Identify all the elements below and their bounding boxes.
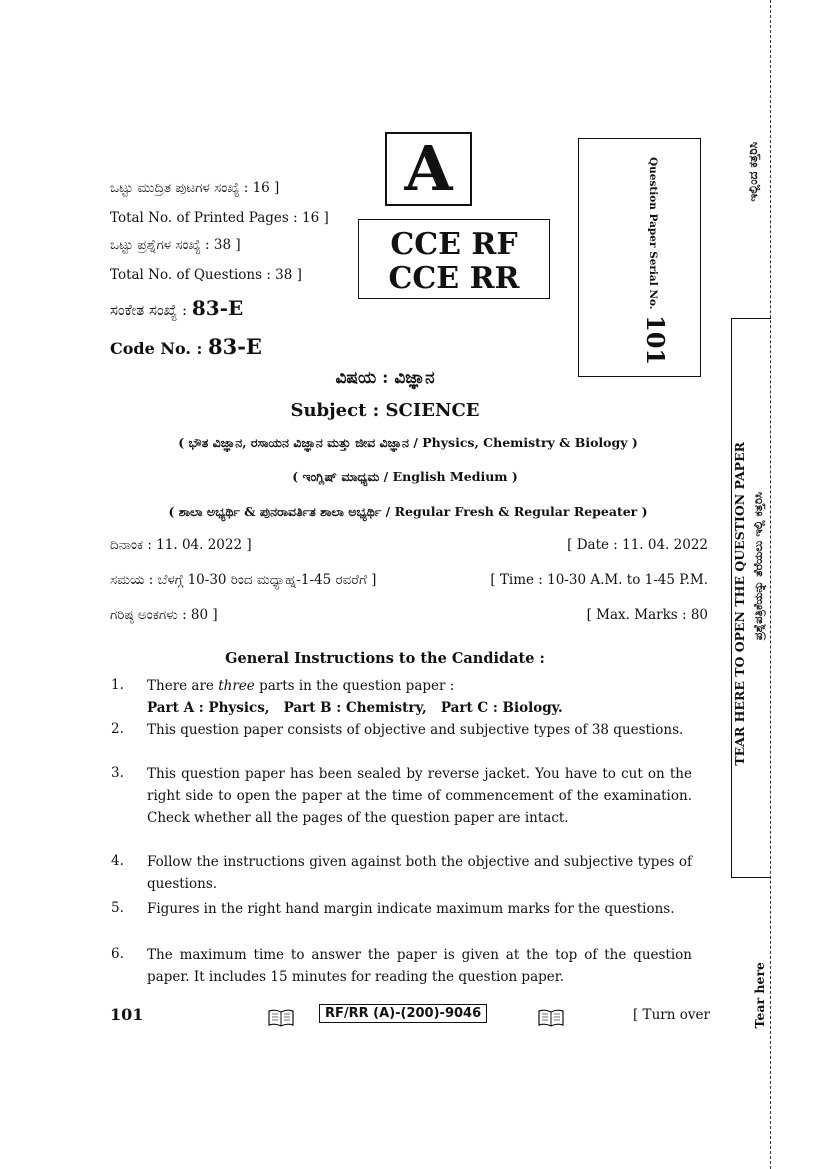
exam-type-line2: CCE RR: [388, 261, 520, 296]
date-kn: ದಿನಾಂಕ : 11. 04. 2022 ]: [110, 537, 252, 553]
code-kn-label: ಸಂಕೇತ ಸಂಖ್ಯೆ :: [110, 301, 188, 319]
footer-page-code: 101: [110, 1005, 144, 1024]
instruction-emphasis: three: [218, 678, 255, 694]
exam-type-line1: CCE RF: [390, 227, 518, 262]
instruction-parts: Part A : Physics, Part B : Chemistry, Part C : Biology.: [147, 700, 563, 716]
instruction-number: 2.: [111, 721, 124, 737]
instruction-number: 3.: [111, 765, 124, 781]
code-kn-value: 83-E: [191, 296, 244, 320]
code-en-label: Code No. :: [110, 339, 203, 358]
serial-number-value: 101: [641, 315, 670, 366]
instruction-text: Figures in the right hand margin indicate maximum marks for the questions.: [147, 901, 675, 917]
open-book-icon: [537, 1008, 565, 1028]
instruction-text: There are three parts in the question paper :: [147, 678, 455, 694]
printed-pages-en: Total No. of Printed Pages : 16 ]: [110, 210, 329, 226]
code-en-value: 83-E: [207, 334, 262, 359]
instruction-number: 1.: [111, 677, 124, 693]
instructions-title: General Instructions to the Candidate :: [225, 650, 545, 667]
marks-kn: ಗರಿಷ್ಠ ಅಂಕಗಳು : 80 ]: [110, 607, 218, 623]
code-en: [110, 334, 262, 359]
version-letter: A: [385, 132, 472, 206]
subject-branches: ( ಭೌತ ವಿಜ್ಞಾನ, ರಸಾಯನ ವಿಜ್ಞಾನ ಮತ್ತು ಜೀವ ವಿಜ್ಞಾನ / Physics, Chemistry & Biology ): [178, 435, 638, 450]
open-book-icon: [267, 1008, 295, 1028]
footer-turn-over: [ Turn over: [633, 1007, 710, 1023]
time-kn: ಸಮಯ : ಬೆಳಗ್ಗೆ 10-30 ರಿಂದ ಮಧ್ಯಾಹ್ನ-1-45 ರವರೆಗೆ ]: [110, 572, 377, 588]
code-kn: [110, 296, 243, 320]
questions-count-en: Total No. of Questions : 38 ]: [110, 267, 302, 283]
tear-top-kn: ಇಲ್ಲಿಂದ ಕತ್ತರಿಸಿ: [746, 142, 760, 202]
marks-en: [ Max. Marks : 80: [586, 607, 708, 623]
serial-number-label: Question Paper Serial No.: [647, 157, 659, 310]
tear-bottom-en: Tear here: [752, 962, 767, 1029]
date-en: [ Date : 11. 04. 2022: [567, 537, 708, 553]
subject-kn: ವಿಷಯ : ವಿಜ್ಞಾನ: [335, 368, 435, 388]
instruction-item: [147, 675, 692, 719]
printed-pages-kn: ಒಟ್ಟು ಮುದ್ರಿತ ಪುಟಗಳ ಸಂಖ್ಯೆ : 16 ]: [110, 180, 280, 196]
medium: ( ಇಂಗ್ಲಿಷ್ ಮಾಧ್ಯಮ / English Medium ): [292, 469, 518, 484]
exam-type-box: [358, 219, 550, 299]
serial-number-box: [578, 138, 701, 377]
instruction-number: 4.: [111, 853, 124, 869]
instruction-text: This question paper has been sealed by reverse jacket. You have to cut on the right side to open the paper at the time of commencement of the examination. Check whether all the pages of the question paper are intact.: [147, 766, 692, 826]
instruction-text: The maximum time to answer the paper is given at the top of the question paper. It includes 15 minutes for reading the question paper.: [147, 947, 692, 985]
instruction-text: Follow the instructions given against both the objective and subjective types of questions.: [147, 854, 692, 892]
tear-instruction-en: TEAR HERE TO OPEN THE QUESTION PAPER: [732, 442, 747, 766]
instruction-number: 6.: [111, 946, 124, 962]
candidate-type: ( ಶಾಲಾ ಅಭ್ಯರ್ಥಿ & ಪುನರಾವರ್ತಿತ ಶಾಲಾ ಅಭ್ಯರ್ಥಿ / Regular Fresh & Regular Repeater ): [168, 504, 648, 519]
instruction-number: 5.: [111, 900, 124, 916]
instruction-text: This question paper consists of objective and subjective types of 38 questions.: [147, 722, 684, 738]
subject-en: Subject : SCIENCE: [290, 400, 480, 421]
footer-paper-code: RF/RR (A)-(200)-9046: [319, 1004, 487, 1023]
questions-count-kn: ಒಟ್ಟು ಪ್ರಶ್ನೆಗಳ ಸಂಖ್ಯೆ : 38 ]: [110, 237, 241, 253]
tear-instruction-kn: ಪ್ರಶ್ನೆಪತ್ರಿಕೆಯನ್ನು ತೆರೆಯಲು ಇಲ್ಲಿ ಕತ್ತರಿಸಿ: [751, 492, 765, 641]
time-en: [ Time : 10-30 A.M. to 1-45 P.M.: [490, 572, 708, 588]
